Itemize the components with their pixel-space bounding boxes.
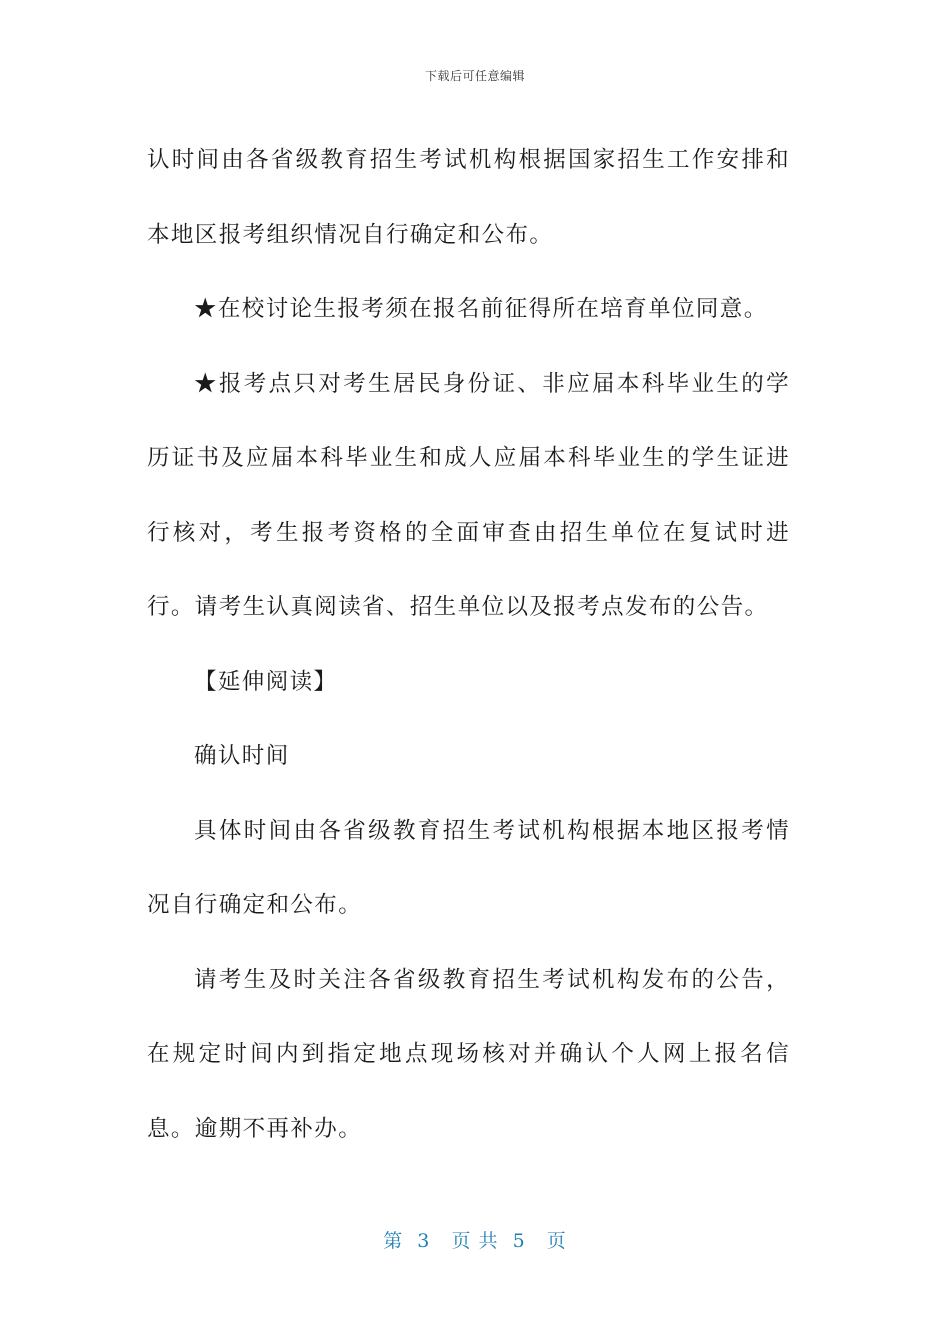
paragraph-specific-time: 具体时间由各省级教育招生考试机构根据本地区报考情况自行确定和公布。 [147, 817, 790, 918]
section-heading-extended-reading: 【延伸阅读】 [194, 668, 338, 695]
paragraph-confirmation-time-cont: 认时间由各省级教育招生考试机构根据国家招生工作安排和本地区报考组织情况自行确定和公布。 [147, 147, 790, 248]
paragraph-document-check: ★报考点只对考生居民身份证、非应届本科毕业生的学历证书及应届本科毕业生和成人应届本科毕业生的学生证进行核对，考生报考资格的全面审查由招生单位在复试时进行。请考生认真阅读省、招生单位以及报考点发布的公告。 [147, 370, 790, 620]
document-body [147, 123, 790, 1166]
subheading-confirmation-time: 确认时间 [194, 743, 290, 769]
paragraph-student-consent: ★在校讨论生报考须在报名前征得所在培育单位同意。 [194, 296, 768, 322]
page-header-note: 下载后可任意编辑 [424, 69, 525, 83]
page-number-footer: 第 3 页 共 5 页 [383, 1230, 567, 1252]
paragraph-notice-attention: 请考生及时关注各省级教育招生考试机构发布的公告，在规定时间内到指定地点现场核对并确认个人网上报名信息。逾期不再补办。 [147, 966, 790, 1142]
